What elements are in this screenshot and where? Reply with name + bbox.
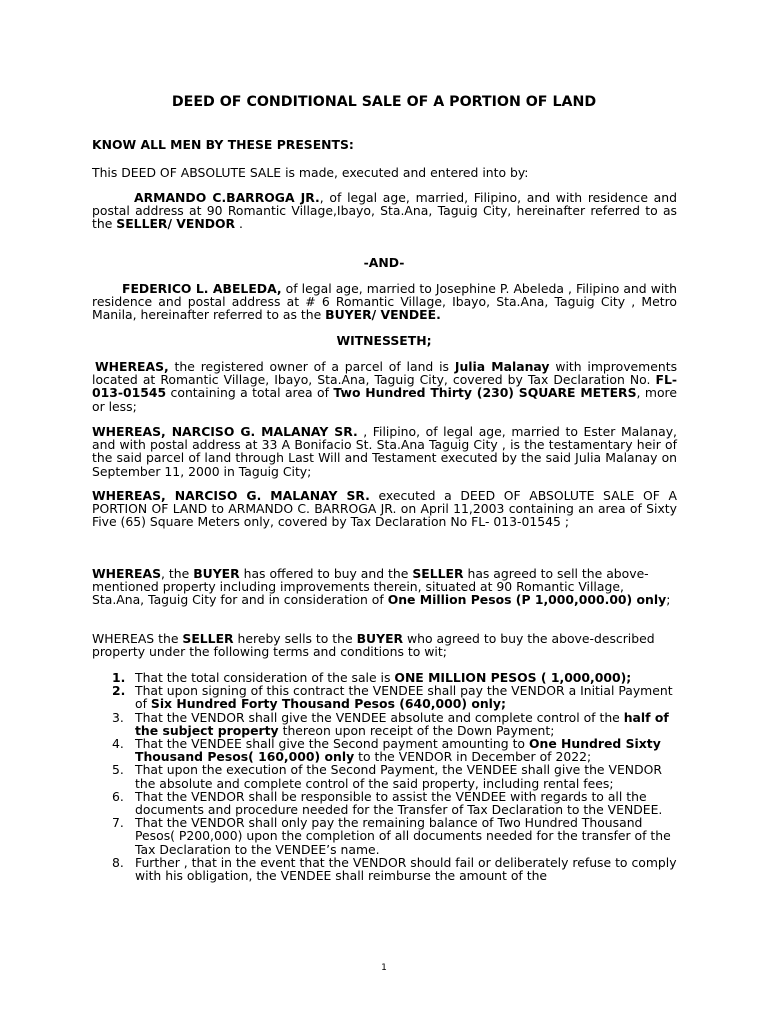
seller-paragraph: ARMANDO C.BARROGA JR., of legal age, married, Filipino, and with residence and postal address at 90 Romantic Village,Ibayo, Sta.Ana, Taguig City, hereinafter referred to as the SELLER/ VENDOR . [92,190,677,232]
know-all-heading: KNOW ALL MEN BY THESE PRESENTS: [92,137,354,152]
page-number: 1 [381,963,387,973]
whereas-owner-paragraph: WHEREAS, the registered owner of a parcel of land is Julia Malanay with improvements located at Romantic Village, Ibayo, Sta.Ana, Taguig City, covered by Tax Declaration No. FL- 013-01545 containing a total area of Two Hundred Thirty (230) SQUARE METERS, more or less; [92,359,678,414]
whereas-prior-sale-paragraph: WHEREAS, NARCISO G. MALANAY SR. executed a DEED OF ABSOLUTE SALE OF A PORTION OF LAND to ARMANDO C. BARROGA JR. on April 11,2003 containing an area of Sixty Five (65) Square Meters only, covered by Tax Declaration No FL- 013-01545 ; [92,488,677,530]
and-separator: -AND- [363,255,405,270]
whereas-heir-paragraph: WHEREAS, NARCISO G. MALANAY SR. , Filipino, of legal age, married to Ester Malanay, and with postal address at 33 A Bonifacio St. Sta.Ana Taguig City , is the testamentary heir of the said parcel of land through Last Will and Testament executed by the said Julia Malanay on September 11, 2000 in Taguig City; [92,424,677,479]
buyer-paragraph: FEDERICO L. ABELEDA, of legal age, married to Josephine P. Abeleda , Filipino and with residence and postal address at # 6 Romantic Village, Ibayo, Sta.Ana, Taguig City , Metro Manila, hereinafter referred to as the BUYER/ VENDEE. [92,281,678,323]
term-item: 8. Further , that in the event that the VENDOR should fail or deliberately refuse to comply with his obligation, the VENDEE shall reimburse the amount of the [112,854,677,884]
term-item: 6. That the VENDOR shall be responsible to assist the VENDEE with regards to all the documents and procedure needed for the Transfer of Tax Declaration to the VENDEE. [112,788,663,818]
term-item: 2. That upon signing of this contract the VENDEE shall pay the VENDOR a Initial Payment of Six Hundred Forty Thousand Pesos (640,000) only; [112,683,673,712]
term-item: 3. That the VENDOR shall give the VENDEE absolute and complete control of the half of the subject property thereon upon receipt of the Down Payment; [112,709,669,738]
terms-list [92,671,677,882]
term-item: 7. That the VENDOR shall only pay the remaining balance of Two Hundred Thousand Pesos( P200,000) upon the completion of all documents needed for the transfer of the Tax Declaration to the VENDEE’s name. [112,815,671,857]
whereas-terms-paragraph: WHEREAS the SELLER hereby sells to the BUYER who agreed to buy the above-described property under the following terms and conditions to wit; [92,631,655,660]
term-item: 1. That the total consideration of the sale is ONE MILLION PESOS ( 1,000,000); [112,670,632,685]
term-item: 5. That upon the execution of the Second Payment, the VENDEE shall give the VENDOR the absolute and complete control of the said property, including rental fees; [112,762,662,791]
whereas-offer-paragraph: WHEREAS, the BUYER has offered to buy and the SELLER has agreed to sell the above- mentioned property including improvements therein, situated at 90 Romantic Village, Sta.Ana, Taguig City for and in consideration of One Million Pesos (P 1,000,000.00) only; [92,566,671,608]
document-title: DEED OF CONDITIONAL SALE OF A PORTION OF LAND [171,94,597,110]
intro-paragraph: This DEED OF ABSOLUTE SALE is made, executed and entered into by: [92,165,529,180]
term-item: 4. That the VENDEE shall give the Second payment amounting to One Hundred Sixty Thousand Pesos( 160,000) only to the VENDOR in December of 2022; [112,736,661,765]
witnesseth-heading: WITNESSETH; [336,333,432,348]
